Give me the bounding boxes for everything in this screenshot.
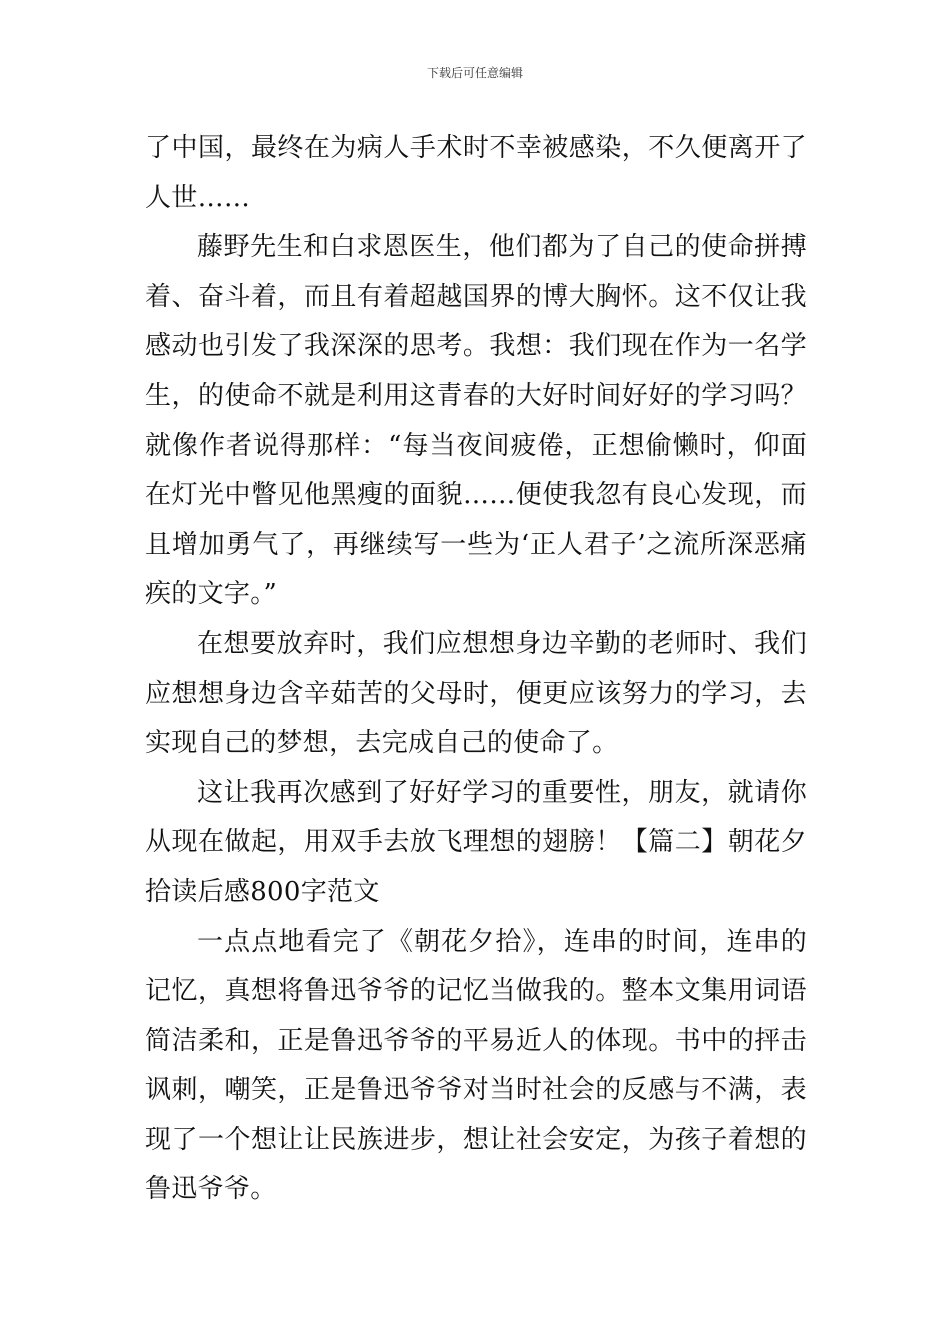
document-body	[145, 124, 807, 1215]
paragraph-4: 这让我再次感到了好好学习的重要性，朋友，就请你从现在做起，用双手去放飞理想的翅膀！【篇二】朝花夕拾读后感800字范文	[145, 777, 807, 907]
paragraph-1: 了中国，最终在为病人手术时不幸被感染，不久便离开了人世……	[145, 133, 807, 213]
paragraph-5: 一点点地看完了《朝花夕拾》，连串的时间，连串的记忆，真想将鲁迅爷爷的记忆当做我的。整本文集用词语简洁柔和，正是鲁迅爷爷的平易近人的体现。书中的抨击讽刺，嘲笑，正是鲁迅爷爷对当时社会的反感与不满，表现了一个想让让民族进步，想让社会安定，为孩子着想的鲁迅爷爷。	[145, 926, 807, 1205]
paragraph-2: 藤野先生和白求恩医生，他们都为了自己的使命拼搏着、奋斗着，而且有着超越国界的博大胸怀。这不仅让我感动也引发了我深深的思考。我想：我们现在作为一名学生，的使命不就是利用这青春的大好时间好好的学习吗？就像作者说得那样：“每当夜间疲倦，正想偷懒时，仰面在灯光中瞥见他黑瘦的面貌……便使我忽有良心发现，而且增加勇气了，再继续写一些为‘正人君子’之流所深恶痛疾的文字。”	[145, 232, 807, 610]
paragraph-3: 在想要放弃时，我们应想想身边辛勤的老师时、我们应想想身边含辛茹苦的父母时，便更应该努力的学习，去实现自己的梦想，去完成自己的使命了。	[145, 628, 807, 759]
page-header: 下载后可任意编辑	[426, 66, 523, 80]
